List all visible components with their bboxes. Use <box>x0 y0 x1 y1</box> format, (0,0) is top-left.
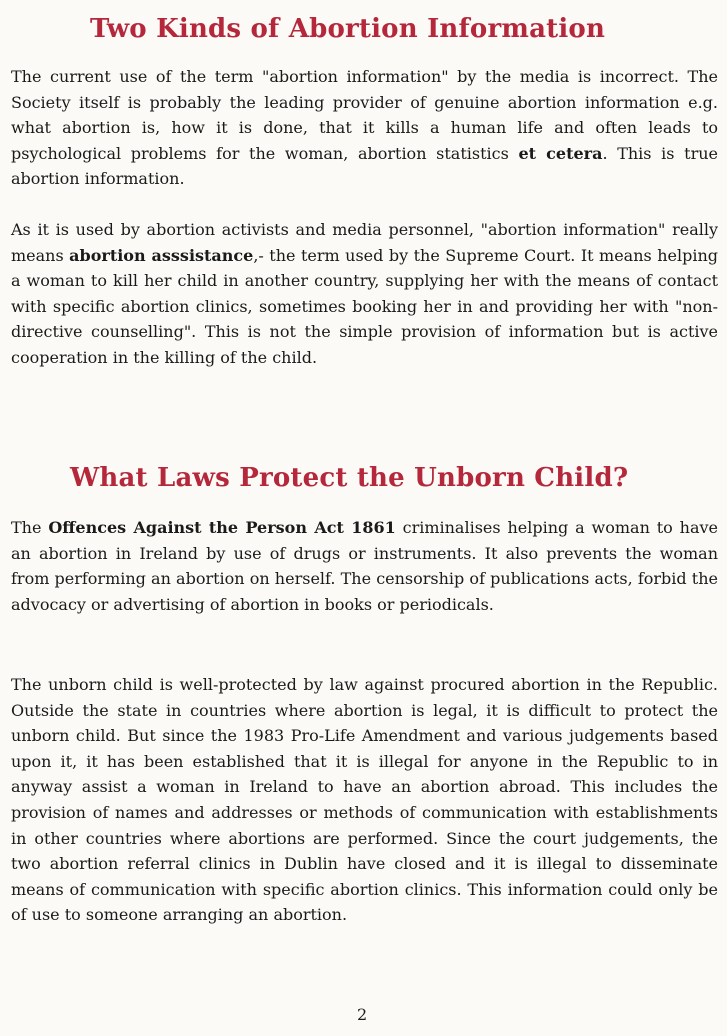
paragraph-text: The <box>11 518 49 537</box>
section-heading-abortion-information: Two Kinds of Abortion Information <box>90 14 606 44</box>
paragraph-abortion-information-intro <box>11 64 718 192</box>
paragraph-text: . This is true abortion information. <box>11 143 718 189</box>
page-number: 2 <box>357 1005 368 1024</box>
bold-term-abortion-assistance: abortion asssistance <box>69 245 254 265</box>
paragraph-text: ,- the term used by the Supreme Court. It means helping a woman to kill her child in another country, supplying her with the means of contact with specific abortion clinics, sometimes booking her in and providing her with "non-directive counselling". This is not the simple provision of information but is active cooperation in the killing of the child. <box>11 245 718 367</box>
paragraph-text: The current use of the term "abortion information" by the media is incorrect. The Society itself is probably the leading provider of genuine abortion information e.g. what abortion is, how it is done, that it kills a human life and often leads to psychological problems for the woman, abortion statistics <box>11 67 718 163</box>
bold-term-et-cetera: et cetera <box>518 143 603 163</box>
section-heading-laws-protect-unborn: What Laws Protect the Unborn Child? <box>70 463 629 493</box>
paragraph-unborn-protection: The unborn child is well-protected by law against procured abortion in the Republic. Outside the state in countries where abortion is legal, it is difficult to protect the unborn child. But since the 1983 Pro-Life Amendment and various judgements based upon it, it has been established that it is illegal for anyone in the Republic to in anyway assist a woman in Ireland to have an abortion abroad. This includes the provision of names and addresses or methods of communication with establishments in other countries where abortions are performed. Since the court judgements, the two abortion referral clinics in Dublin have closed and it is illegal to disseminate means of communication with specific abortion clinics. This information could only be of use to someone arranging an abortion. <box>11 675 718 925</box>
paragraph-text: criminalises helping a woman to have an abortion in Ireland by use of drugs or instruments. It also prevents the woman from performing an abortion on herself. The censorship of publications acts, forbid the advocacy or advertising of abortion in books or periodicals. <box>11 518 719 614</box>
paragraph-text: As it is used by abortion activists and media personnel, "abortion information" really means <box>11 220 718 265</box>
bold-term-offences-act: Offences Against the Person Act 1861 <box>48 518 396 537</box>
paragraph-abortion-assistance <box>11 217 718 371</box>
paragraph-offences-act <box>11 515 718 617</box>
